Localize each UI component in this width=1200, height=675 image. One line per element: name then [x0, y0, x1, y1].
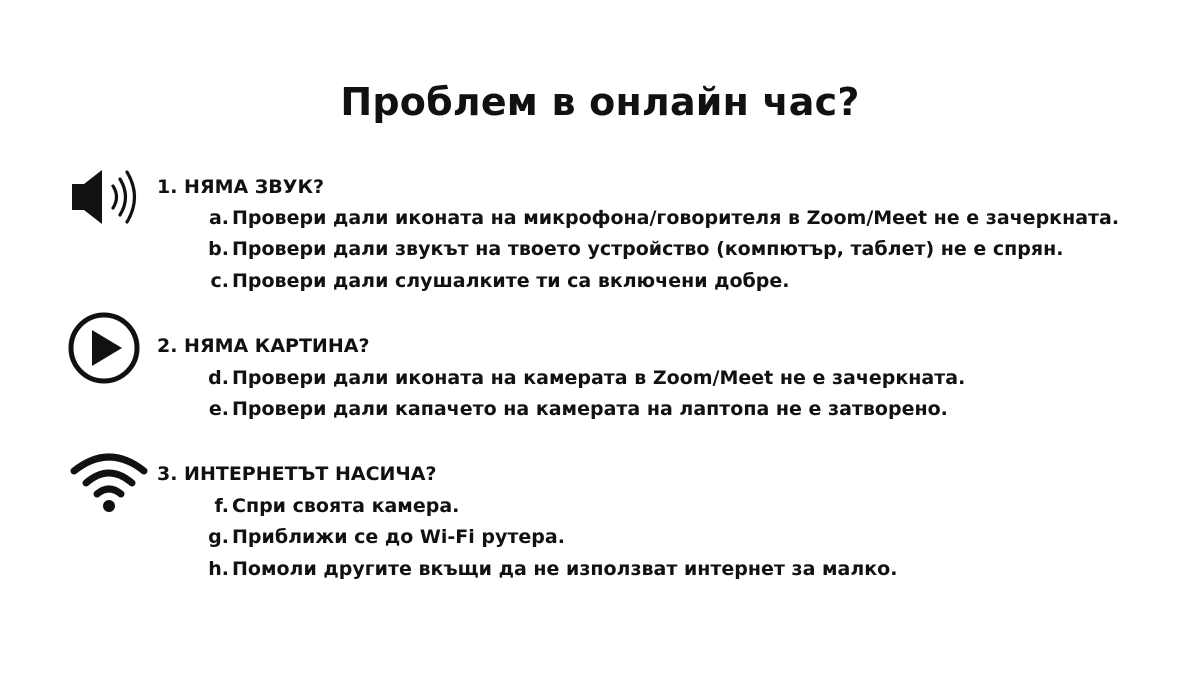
speaker-icon: [66, 166, 146, 228]
list-item: [150, 495, 1150, 521]
list-marker: b.: [208, 238, 229, 260]
list-item-text: Приближи се до Wi-Fi рутера.: [232, 526, 565, 548]
list-item-text: Провери дали иконата на камерата в Zoom/Meet не е зачеркната.: [232, 367, 966, 389]
list-marker: h.: [208, 558, 229, 580]
list-marker: c.: [210, 270, 229, 292]
list-item-text: Провери дали звукът на твоето устройство (компютър, таблет) не е спрян.: [232, 238, 1064, 260]
list-item: [150, 367, 1150, 393]
section-heading: 1. НЯМА ЗВУК?: [157, 176, 324, 198]
list-marker: a.: [208, 207, 229, 229]
play-icon: [66, 310, 142, 386]
list-item-text: Провери дали капачето на камерата на лаптопа не е затворено.: [232, 398, 948, 420]
list-item-text: Провери дали слушалките ти са включени добре.: [232, 270, 790, 292]
section-heading: 2. НЯМА КАРТИНА?: [157, 335, 370, 357]
list-marker: d.: [208, 367, 229, 389]
page-title: Проблем в онлайн час?: [340, 80, 860, 124]
list-item-text: Спри своята камера.: [232, 495, 460, 517]
list-item: [150, 526, 1150, 552]
wifi-icon: [68, 449, 150, 515]
list-item-text: Провери дали иконата на микрофона/говорителя в Zoom/Meet не е зачеркната.: [232, 207, 1120, 229]
list-item: [150, 207, 1150, 233]
list-item-text: Помоли другите вкъщи да не използват интернет за малко.: [232, 558, 898, 580]
section-heading: 3. ИНТЕРНЕТЪТ НАСИЧА?: [157, 463, 437, 485]
list-item: [150, 270, 1150, 296]
list-marker: f.: [214, 495, 229, 517]
list-marker: e.: [208, 398, 229, 420]
list-marker: g.: [208, 526, 229, 548]
list-item: [150, 558, 1150, 584]
list-item: [150, 398, 1150, 424]
list-item: [150, 238, 1150, 264]
